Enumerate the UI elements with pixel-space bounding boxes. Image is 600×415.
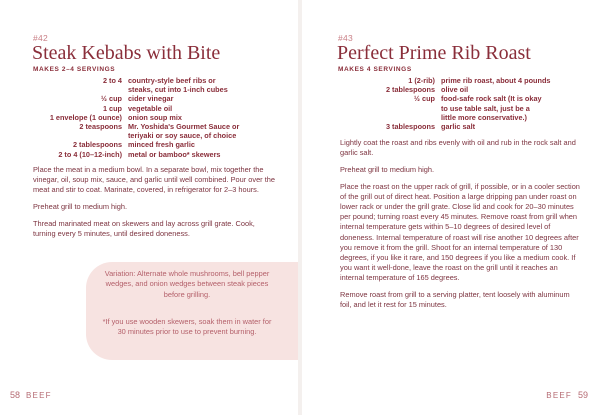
ingredient-quantity: 1 envelope (1 ounce) (49, 112, 122, 122)
ingredient-quantity (312, 113, 441, 122)
ingredient-item: prime rib roast, about 4 pounds (441, 76, 551, 85)
ingredient-item: minced fresh garlic (128, 140, 195, 150)
recipe-title: Steak Kebabs with Bite (32, 42, 221, 64)
instruction-paragraph: Remove roast from grill to a serving platter, tent loosely with aluminum foil, and let it rest for 15 minutes. (340, 290, 570, 310)
page-number: 58 (10, 390, 21, 400)
ingredient-list (14, 76, 284, 159)
recipe-number: #43 (338, 33, 354, 43)
ingredient-quantity: 2 teaspoons (79, 122, 122, 132)
ingredient-row (312, 94, 596, 103)
ingredient-row (312, 122, 596, 131)
page-number: 59 (577, 390, 588, 400)
ingredient-row (14, 104, 284, 113)
ingredient-item: teriyaki or soy sauce, of choice (128, 131, 237, 141)
ingredient-quantity (312, 104, 441, 113)
ingredient-row (312, 104, 596, 113)
ingredient-row (14, 140, 284, 149)
ingredient-quantity (14, 131, 128, 140)
section-name: BEEF (546, 391, 572, 400)
ingredient-row (312, 113, 596, 122)
ingredient-quantity: 2 tablespoons (385, 85, 435, 95)
ingredient-quantity: 1 cup (102, 103, 122, 113)
ingredient-row (14, 76, 284, 85)
servings-label: MAKES 2–4 SERVINGS (33, 66, 116, 73)
ingredient-item: to use table salt, just be a (441, 103, 530, 113)
instructions (33, 165, 275, 246)
ingredient-item: olive oil (441, 85, 469, 95)
instruction-paragraph: Place the roast on the upper rack of grill, if possible, or in a cooler section of the grill out of direct heat. Position a large dripping pan under roast on lower rack or under the grill grate. Close lid and cook for 20–30 minutes per pound; turning roast every 45 minutes. Remove roast from grill when internal temperature gets within 5–10 degrees of desired level of doneness. Internal temperature of roast will rise another 10 degrees after you remove it from the grill. Shoot for an internal temperature of 130 degrees, if you like it rare, and 150 degrees if you like a medium cook. If you want it well-done, leave the roast on the grill until it reaches an internal temperature of 165 degrees. (340, 181, 580, 283)
ingredient-quantity: ½ cup (413, 94, 435, 104)
page-footer (546, 390, 588, 400)
ingredient-item: vegetable oil (128, 103, 173, 113)
ingredient-item: cider vinegar (128, 94, 174, 104)
ingredient-item: little more conservative.) (441, 112, 527, 122)
ingredient-row (14, 94, 284, 103)
servings-label: MAKES 4 SERVINGS (338, 66, 412, 73)
instruction-paragraph: Lightly coat the roast and ribs evenly with oil and rub in the rock salt and garlic salt. (340, 138, 576, 158)
ingredient-quantity: 2 to 4 (102, 76, 122, 85)
ingredient-item: metal or bamboo* skewers (128, 149, 221, 159)
ingredient-row (14, 150, 284, 159)
ingredient-quantity: ½ cup (100, 94, 122, 104)
instruction-paragraph: Place the meat in a medium bowl. In a separate bowl, mix together the vinegar, oil, soup mix, sauce, and garlic until well combined. Pour over the meat and stir to coat. Marinate, covered, in refrigerator for 2–3 hours. (33, 165, 275, 195)
tip-skewers: *If you use wooden skewers, soak them in water for 30 minutes prior to use to prevent burning. (102, 317, 272, 337)
page-footer (10, 390, 52, 400)
instruction-paragraph: Preheat grill to medium high. (340, 164, 435, 174)
ingredient-row (14, 122, 284, 131)
recipe-number: #42 (33, 33, 49, 43)
ingredient-row (14, 131, 284, 140)
tip-variation: Variation: Alternate whole mushrooms, bell pepper wedges, and onion wedges between steak pieces before grilling. (104, 269, 270, 299)
ingredient-item: country-style beef ribs or (128, 76, 216, 85)
section-name: BEEF (26, 391, 52, 400)
right-page (302, 0, 600, 415)
instruction-paragraph: Thread marinated meat on skewers and lay across grill grate. Cook, turning every 5 minutes, until desired doneness. (33, 218, 255, 239)
ingredient-item: food-safe rock salt (It is okay (441, 94, 542, 104)
ingredient-item: Mr. Yoshida's Gourmet Sauce or (128, 122, 240, 132)
ingredient-item: onion soup mix (128, 112, 182, 122)
ingredient-quantity (14, 85, 128, 94)
ingredient-row (14, 85, 284, 94)
instruction-paragraph: Preheat grill to medium high. (33, 202, 128, 212)
left-page (0, 0, 298, 415)
ingredient-list (312, 76, 596, 131)
ingredient-item: garlic salt (441, 122, 476, 132)
recipe-title: Perfect Prime Rib Roast (337, 42, 531, 64)
ingredient-quantity: 2 tablespoons (72, 140, 122, 150)
ingredient-quantity: 1 (2-rib) (408, 76, 435, 85)
instructions (340, 138, 580, 317)
ingredient-row (14, 113, 284, 122)
ingredient-item: steaks, cut into 1-inch cubes (128, 85, 228, 95)
ingredient-row (312, 85, 596, 94)
ingredient-quantity: 2 to 4 (10–12-inch) (58, 149, 122, 159)
ingredient-row (312, 76, 596, 85)
ingredient-quantity: 3 tablespoons (385, 122, 435, 132)
